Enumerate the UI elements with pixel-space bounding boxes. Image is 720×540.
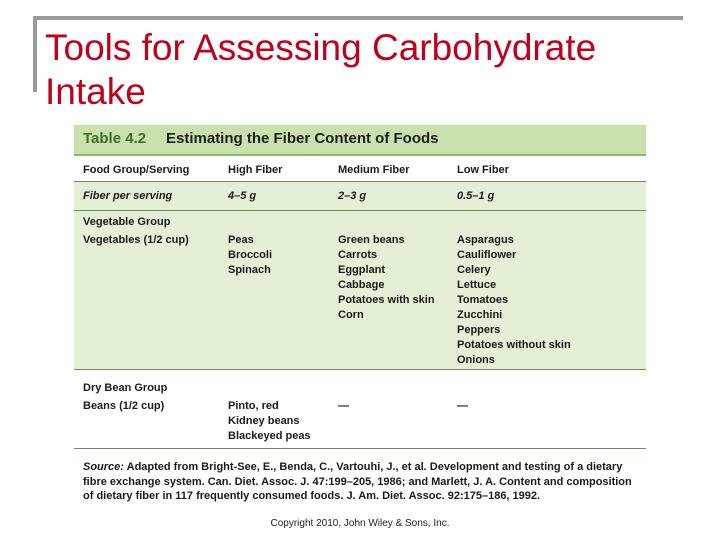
list-item: Cabbage <box>338 279 385 291</box>
list-item: Broccoli <box>228 249 273 261</box>
low-fiber-amount: 0.5–1 g <box>457 190 495 202</box>
medium-fiber-amount: 2–3 g <box>338 190 367 202</box>
source-text: Adapted from Bright-See, E., Benda, C., Vartouhi, J., et al. Development and testing of a dietary fibre exchange system. Can. Diet. Assoc. J. 47:199–205, 1986; and Marlett, J. A. Content and composition of dietary fiber in 117 frequently consumed foods. J. Am. Diet. Assoc. 92:175–186, 1992. <box>83 461 632 502</box>
table-header <box>74 125 646 156</box>
high-fiber-amount: 4–5 g <box>228 190 257 202</box>
serving-label-vegetable: Vegetables (1/2 cup) <box>83 234 189 246</box>
list-item: Spinach <box>228 264 271 276</box>
group-divider-rule <box>74 369 646 370</box>
header-rule <box>74 181 646 182</box>
list-item: Kidney beans <box>228 415 300 427</box>
list-item: Asparagus <box>457 234 514 246</box>
table-number: Table 4.2 <box>83 130 147 147</box>
list-item: Corn <box>338 309 364 321</box>
list-item: Lettuce <box>457 279 497 291</box>
column-header-low-fiber: Low Fiber <box>457 164 509 176</box>
list-item: Cauliflower <box>457 249 517 261</box>
medium-fiber-dash: — <box>338 400 349 412</box>
fiber-table <box>74 125 646 507</box>
list-item: Potatoes without skin <box>457 339 571 351</box>
copyright-notice: Copyright 2010, John Wiley & Sons, Inc. <box>270 518 450 529</box>
title-accent-vertical <box>33 16 37 92</box>
list-item: Tomatoes <box>457 294 509 306</box>
title-accent-horizontal <box>33 16 683 20</box>
group-label-dry-bean: Dry Bean Group <box>83 382 168 394</box>
list-item: Peppers <box>457 324 501 336</box>
low-fiber-dash: — <box>457 400 468 412</box>
serving-label-dry-bean: Beans (1/2 cup) <box>83 400 165 412</box>
slide-title: Tools for Assessing Carbohydrate Intake <box>45 27 597 112</box>
per-serving-rule <box>74 210 646 211</box>
fiber-per-serving-label: Fiber per serving <box>83 190 173 202</box>
list-item: Carrots <box>338 249 378 261</box>
column-header-food-group: Food Group/Serving <box>83 164 190 176</box>
group-label-vegetable: Vegetable Group <box>83 216 171 228</box>
list-item: Peas <box>228 234 254 246</box>
list-item: Zucchini <box>457 309 503 321</box>
list-item: Potatoes with skin <box>338 294 435 306</box>
list-item: Green beans <box>338 234 405 246</box>
table-title: Estimating the Fiber Content of Foods <box>166 130 439 147</box>
list-item: Pinto, red <box>228 400 279 412</box>
column-header-high-fiber: High Fiber <box>228 164 283 176</box>
source-label: Source: <box>83 461 124 473</box>
table-source-note <box>83 460 643 504</box>
list-item: Celery <box>457 264 491 276</box>
list-item: Eggplant <box>338 264 386 276</box>
list-item: Blackeyed peas <box>228 430 311 442</box>
table-bottom-rule <box>74 448 646 449</box>
column-header-medium-fiber: Medium Fiber <box>338 164 410 176</box>
list-item: Onions <box>457 354 495 366</box>
